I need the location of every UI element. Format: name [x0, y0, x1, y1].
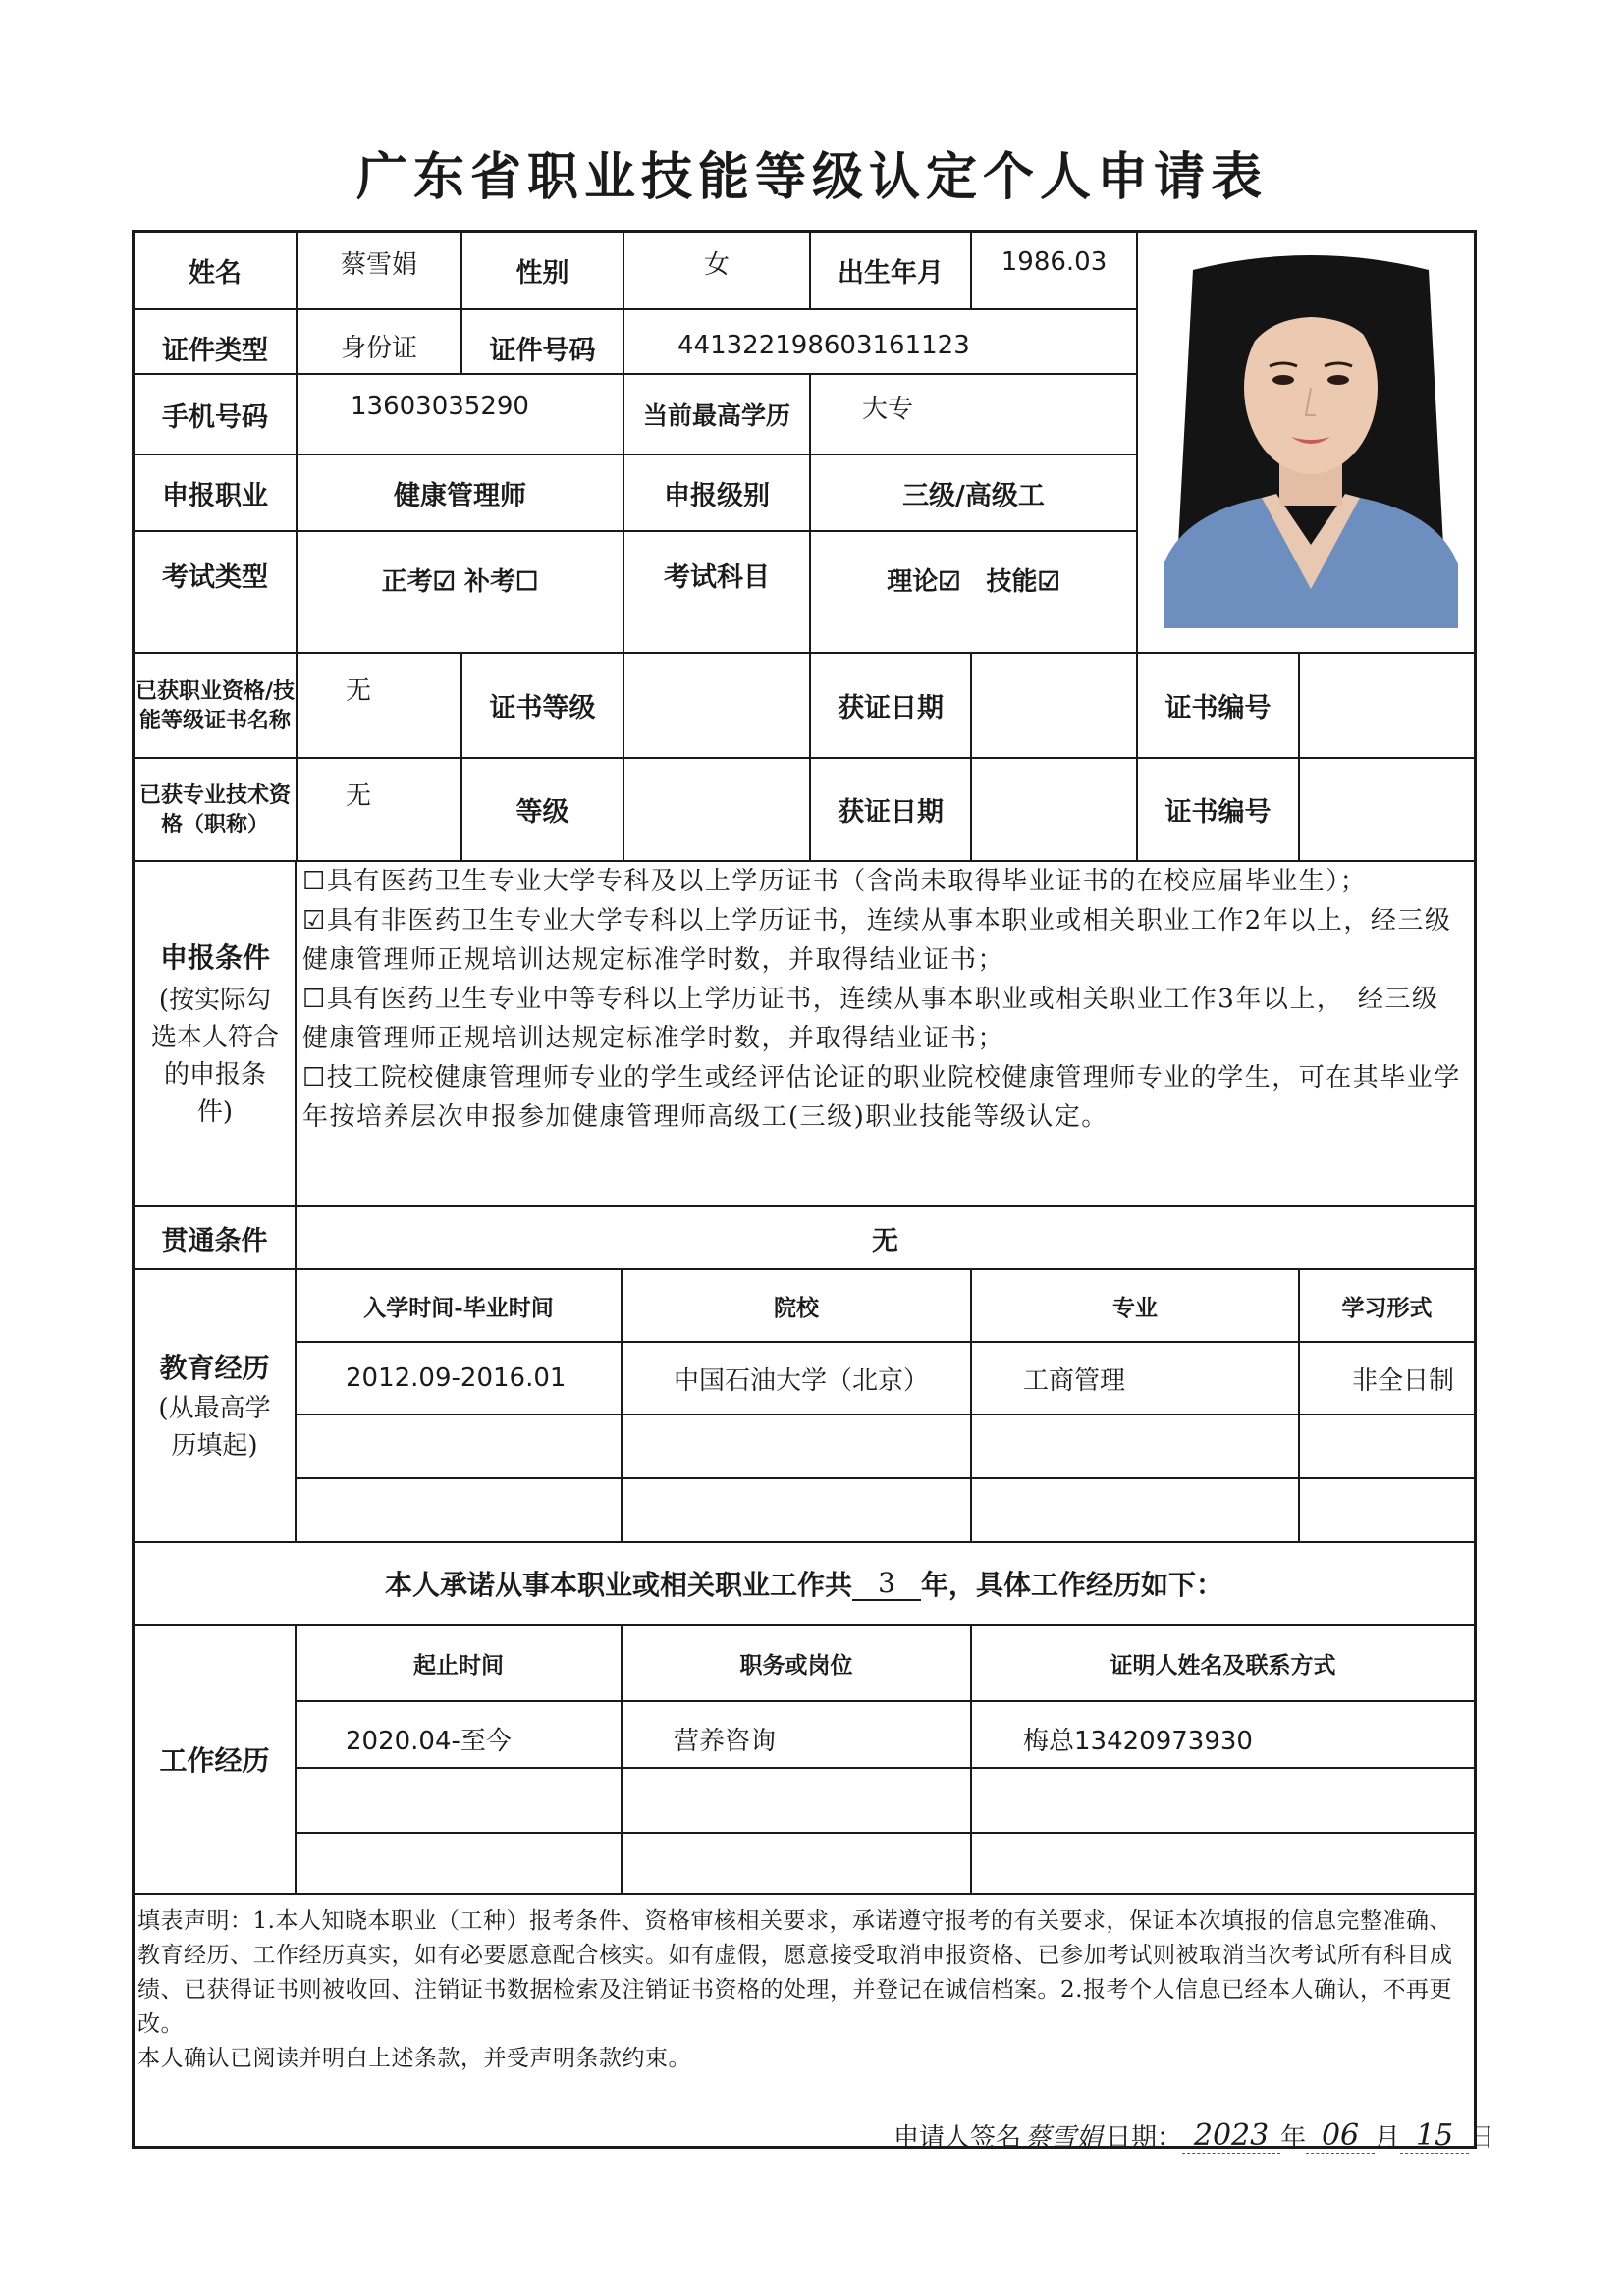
- commitment-prefix: 本人承诺从事本职业或相关职业工作共: [384, 1569, 852, 1601]
- gender-label: 性别: [515, 258, 569, 289]
- edu-row-school: 中国石油大学（北京）: [674, 1365, 930, 1396]
- date-day: 15: [1400, 2118, 1469, 2154]
- edu-row-time: 2012.09-2016.01: [346, 1363, 567, 1393]
- occupation-label: 申报职业: [162, 480, 268, 511]
- through-label: 贯通条件: [161, 1225, 268, 1256]
- cert-name-label: 已获职业资格/技能等级证书名称: [135, 677, 296, 733]
- exam-subject-label: 考试科目: [664, 561, 770, 593]
- edu-header-time: 入学时间-毕业时间: [363, 1294, 554, 1321]
- cert-no-label: 证书编号: [1164, 693, 1272, 723]
- id-type-value: 身份证: [340, 333, 417, 363]
- birth-value: 1986.03: [1001, 247, 1108, 277]
- work-row-position: 营养咨询: [674, 1726, 777, 1756]
- phone-label: 手机号码: [162, 401, 268, 433]
- signature-label: 申请人签名: [893, 2123, 1022, 2153]
- conditions-label-block: [135, 862, 296, 1205]
- exam-type-value: 正考☑ 补考☐: [381, 566, 539, 597]
- id-no-value: 441322198603161123: [677, 331, 970, 360]
- birth-label: 出生年月: [838, 258, 944, 289]
- level-label: 申报级别: [664, 480, 770, 511]
- condition-item: ☐具有医药卫生专业大学专科及以上学历证书（含尚未取得毕业证书的在校应届毕业生）；: [302, 867, 1368, 896]
- date-day-unit: 日: [1469, 2123, 1495, 2153]
- work-history-label: 工作经历: [159, 1744, 270, 1777]
- date-month-unit: 月: [1375, 2123, 1401, 2153]
- through-value: 无: [872, 1225, 898, 1256]
- declaration-confirm: 本人确认已阅读并明白上述条款，并受声明条款约束。: [137, 2046, 691, 2071]
- tech-level-label: 等级: [515, 797, 569, 828]
- cert-name-value: 无: [346, 675, 372, 706]
- condition-item: ☐具有医药卫生专业中等专科以上学历证书，连续从事本职业或相关职业工作3年以上， 经三级健康管理师正规培训达规定标准学时数，并取得结业证书；: [302, 985, 1439, 1053]
- id-no-label: 证件号码: [489, 335, 596, 366]
- level-value: 三级/高级工: [902, 480, 1045, 511]
- education-value: 大专: [862, 394, 914, 424]
- cert-level-label: 证书等级: [489, 693, 596, 723]
- conditions-note: (按实际勾选本人符合的申报条件): [151, 986, 280, 1127]
- signature-line: [893, 2109, 1494, 2154]
- exam-subject-value: 理论☑ 技能☑: [887, 566, 1060, 597]
- cert-date-label: 获证日期: [838, 693, 944, 723]
- form-title: 广东省职业技能等级认定个人申请表: [355, 147, 1268, 207]
- education-label: 当前最高学历: [642, 401, 790, 430]
- id-type-label: 证件类型: [162, 335, 268, 366]
- commitment-suffix: 年，具体工作经历如下：: [921, 1569, 1224, 1601]
- tech-date-label: 获证日期: [838, 797, 944, 828]
- date-label: 日期：: [1106, 2123, 1183, 2153]
- edu-history-label: 教育经历: [159, 1352, 270, 1384]
- occupation-value: 健康管理师: [394, 480, 526, 511]
- gender-value: 女: [703, 249, 730, 280]
- work-row-reference: 梅总13420973930: [1023, 1726, 1253, 1756]
- name-label: 姓名: [189, 258, 242, 289]
- edu-header-major: 专业: [1112, 1294, 1158, 1321]
- edu-history-note: (从最高学历填起): [158, 1394, 271, 1461]
- work-header-period: 起止时间: [413, 1651, 504, 1679]
- work-header-reference: 证明人姓名及联系方式: [1110, 1651, 1336, 1679]
- work-header-position: 职务或岗位: [739, 1651, 853, 1679]
- date-year: 2023: [1182, 2118, 1280, 2154]
- conditions-list: [302, 862, 1461, 1137]
- date-year-unit: 年: [1280, 2123, 1307, 2153]
- conditions-label: 申报条件: [159, 941, 270, 974]
- tech-qual-label: 已获专业技术资格（职称）: [138, 781, 291, 837]
- declaration-block: [137, 1904, 1463, 2076]
- condition-item: ☑具有非医药卫生专业大学专科以上学历证书，连续从事本职业或相关职业工作2年以上，经三级健康管理师正规培训达规定标准学时数，并取得结业证书；: [302, 906, 1452, 975]
- work-row-period: 2020.04-至今: [346, 1726, 512, 1756]
- signature-name: 蔡雪娟: [1025, 2123, 1103, 2153]
- portrait-image: [1164, 250, 1458, 628]
- applicant-photo: [1164, 250, 1458, 628]
- name-value: 蔡雪娟: [340, 249, 417, 280]
- exam-type-label: 考试类型: [162, 561, 268, 593]
- declaration-text: 填表声明：1.本人知晓本职业（工种）报考条件、资格审核相关要求，承诺遵守报考的有关要求，保证本次填报的信息完整准确、教育经历、工作经历真实，如有必要愿意配合核实。如有虚假，愿意接受取消申报资格、已参加考试则被取消当次考试所有科目成绩、已获得证书则被收回、注销证书数据检索及注销证书资格的处理，并登记在诚信档案。2.报考个人信息已经本人确认，不再更改。: [137, 1908, 1453, 2037]
- phone-value: 13603035290: [351, 392, 529, 421]
- tech-qual-value: 无: [346, 780, 372, 811]
- edu-row-major: 工商管理: [1023, 1365, 1126, 1396]
- commitment-line: [135, 1543, 1474, 1624]
- condition-item: ☐技工院校健康管理师专业的学生或经评估论证的职业院校健康管理师专业的学生，可在其毕业学年按培养层次申报参加健康管理师高级工(三级)职业技能等级认定。: [302, 1063, 1461, 1132]
- commitment-years: 3: [852, 1567, 921, 1601]
- edu-row-mode: 非全日制: [1352, 1365, 1455, 1396]
- edu-header-mode: 学习形式: [1341, 1294, 1433, 1321]
- edu-label-block: [135, 1270, 295, 1541]
- date-month: 06: [1306, 2118, 1375, 2154]
- edu-header-school: 院校: [774, 1294, 819, 1321]
- tech-no-label: 证书编号: [1164, 797, 1272, 828]
